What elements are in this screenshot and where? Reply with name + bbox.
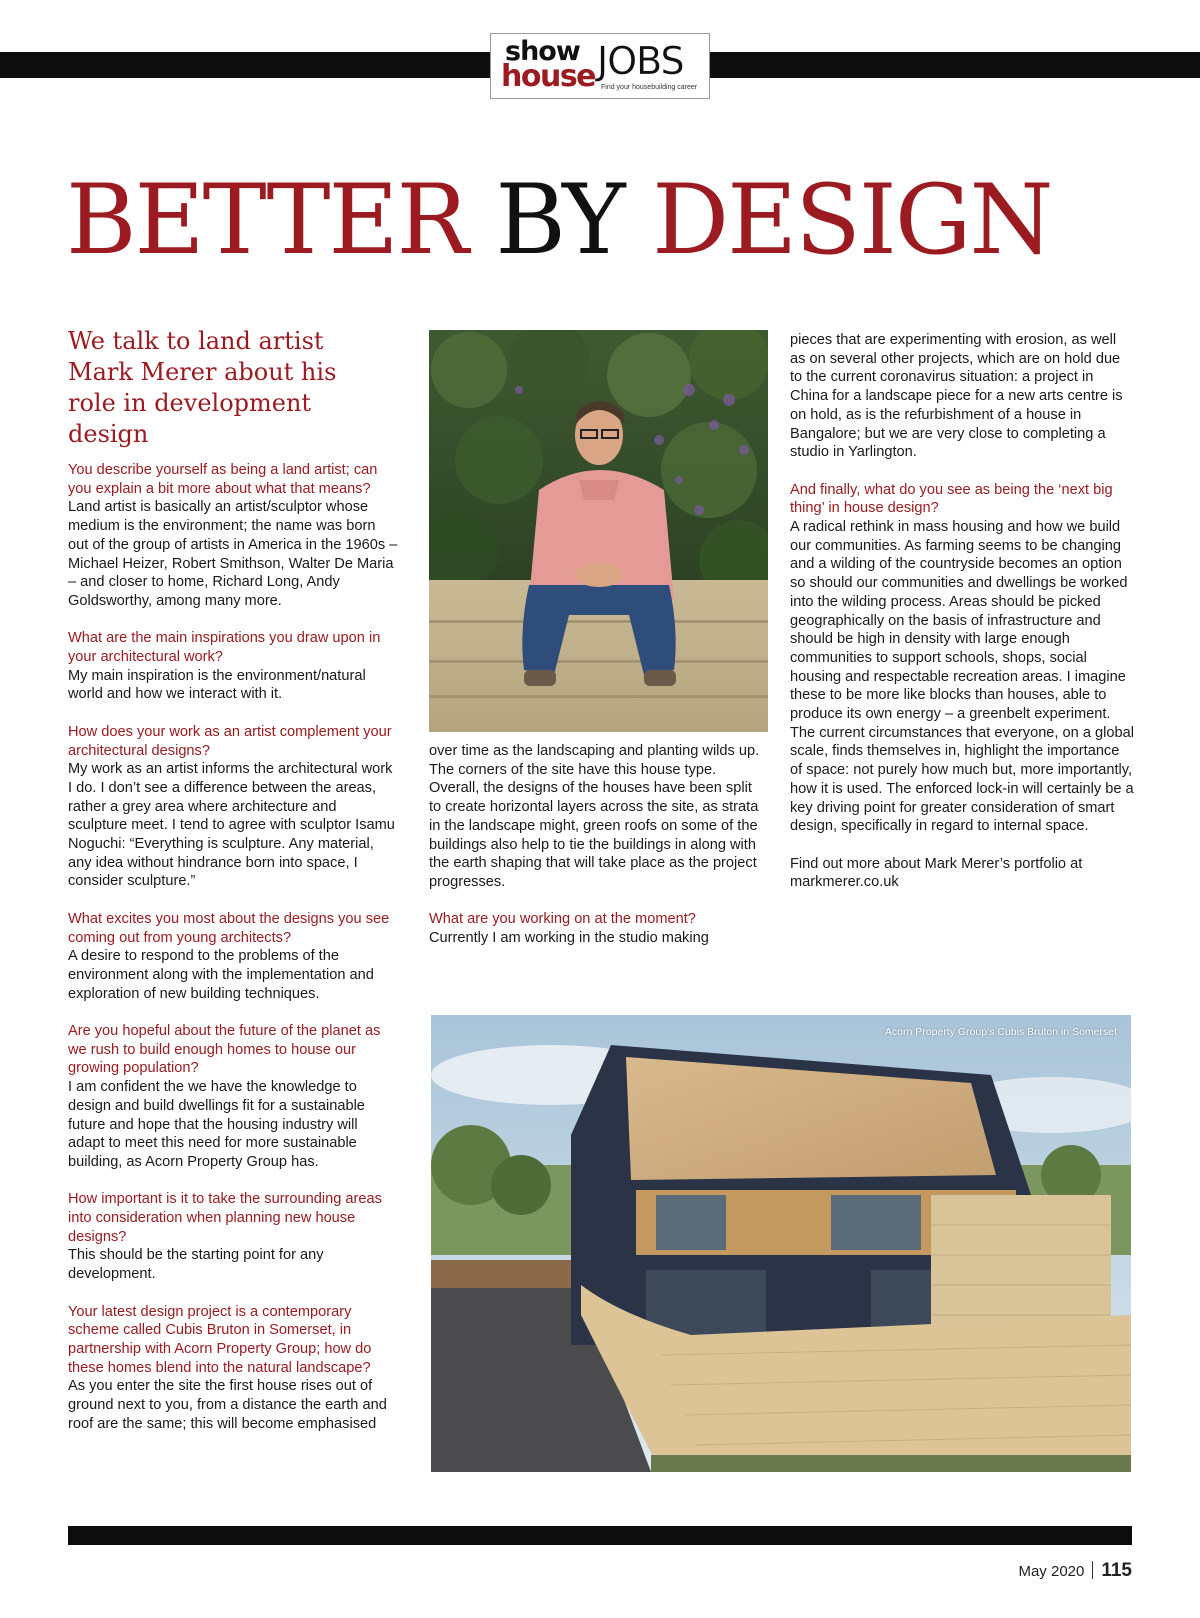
qa-block bbox=[68, 629, 398, 704]
qa-block bbox=[68, 1303, 398, 1434]
portfolio-link[interactable]: Find out more about Mark Merer’s portfolio at markmerer.co.uk bbox=[790, 855, 1083, 891]
title-by: BY bbox=[495, 164, 624, 276]
logo-show-text: show bbox=[505, 36, 580, 67]
qa-block bbox=[429, 910, 764, 947]
answer: My work as an artist informs the architectural work I do. I don’t see a difference between the areas, rather a grey area where architecture and sculpture meet. I tend to agree with sculptor Isamu Noguchi: “Everything is sculpture. Any material, any idea without hindrance born into space, I consider sculpture.” bbox=[68, 761, 395, 890]
house-photo bbox=[431, 1015, 1131, 1472]
qa-block bbox=[68, 723, 398, 891]
footer-divider bbox=[1092, 1561, 1093, 1579]
logo-jobs-text: JOBS bbox=[597, 39, 684, 83]
qa-block bbox=[68, 910, 398, 1004]
question: What are the main inspirations you draw upon in your architectural work? bbox=[68, 630, 381, 666]
photo-caption: Acorn Property Group’s Cubis Bruton in Somerset bbox=[884, 1026, 1117, 1038]
question: How does your work as an artist complement your architectural designs? bbox=[68, 723, 392, 759]
answer: As you enter the site the first house rises out of ground next to you, from a distance the earth and roof are the same; this will become emphasised bbox=[68, 1378, 387, 1432]
house-illustration bbox=[431, 1015, 1131, 1472]
answer-continued: The current circumstances that everyone, on a global scale, finds themselves in, highlight the importance of space: not purely how much but, more importantly, how it is used. The enforced lock-in will certainly be a key driving point for greater consideration of smart design, specifically in regard to internal space. bbox=[790, 724, 1134, 835]
answer: Land artist is basically an artist/sculptor whose medium is the environment; the name was born out of the group of artists in America in the 1960s – Michael Heizer, Robert Smithson, Walter De Maria – and closer to home, Richard Long, Andy Goldsworthy, among many more. bbox=[68, 499, 398, 609]
qa-block bbox=[68, 461, 398, 611]
qa-block bbox=[68, 1190, 398, 1284]
page-number: 115 bbox=[1101, 1560, 1132, 1581]
logo-tagline: Find your housebuilding career bbox=[601, 84, 698, 91]
qa-block bbox=[429, 742, 764, 892]
article-column-1 bbox=[68, 461, 398, 1452]
title-design: DESIGN bbox=[652, 164, 1052, 276]
portfolio-link-paragraph bbox=[790, 855, 1135, 892]
page-title bbox=[66, 164, 1052, 276]
portrait-illustration bbox=[429, 330, 768, 732]
showhouse-jobs-logo[interactable] bbox=[490, 33, 710, 99]
question: And finally, what do you see as being the ‘next big thing’ in house design? bbox=[790, 481, 1113, 517]
standfirst: We talk to land artist Mark Merer about his role in development design bbox=[68, 327, 337, 448]
footer-bar bbox=[68, 1526, 1132, 1545]
question: Are you hopeful about the future of the planet as we rush to build enough homes to house our growing population? bbox=[68, 1023, 381, 1077]
answer: pieces that are experimenting with erosion, as well as on several other projects, which are on hold due to the current coronavirus situation: a project in China for a landscape piece for a new arts centre is on hold, as is the refurbishment of a house in Bangalore; but we are very close to completing a studio in Yarlington. bbox=[790, 332, 1123, 461]
qa-block bbox=[68, 1022, 398, 1172]
question: What are you working on at the moment? bbox=[429, 911, 696, 928]
portrait-photo bbox=[429, 330, 768, 732]
issue-date: May 2020 bbox=[1018, 1563, 1085, 1580]
question: You describe yourself as being a land artist; can you explain a bit more about what that means? bbox=[68, 462, 378, 497]
answer: I am confident the we have the knowledge to design and build dwellings fit for a sustainable future and hope that the housing industry will adapt to meet this need for more sustainable building, as Acorn Property Group has. bbox=[68, 1079, 365, 1170]
answer: over time as the landscaping and planting wilds up. The corners of the site have this house type. Overall, the designs of the houses have been split to create horizontal layers across the site, as strata in the landscape might, green roofs on some of the buildings also help to tie the buildings in along with the earth shaping that will take place as the project progresses. bbox=[429, 743, 760, 890]
answer: This should be the starting point for any development. bbox=[68, 1247, 324, 1283]
page-footer bbox=[1018, 1560, 1132, 1582]
answer: Currently I am working in the studio making bbox=[429, 930, 709, 947]
answer: A desire to respond to the problems of the environment along with the implementation and exploration of new building techniques. bbox=[68, 948, 374, 1002]
question: What excites you most about the designs you see coming out from young architects? bbox=[68, 910, 390, 946]
qa-block bbox=[790, 481, 1135, 836]
question: How important is it to take the surrounding areas into consideration when planning new house designs? bbox=[68, 1191, 382, 1245]
article-column-2 bbox=[429, 742, 764, 966]
article-column-3 bbox=[790, 331, 1135, 911]
title-better: BETTER bbox=[66, 164, 467, 276]
qa-block bbox=[790, 331, 1135, 462]
logo-house-text: house bbox=[501, 59, 596, 94]
answer: My main inspiration is the environment/natural world and how we interact with it. bbox=[68, 667, 366, 703]
answer: A radical rethink in mass housing and how we build our communities. As farming seems to be changing and a wilding of the countryside becomes an option so should our communities and dwellings be worked into the wilding process. Areas should be picked geographically on the basis of infrastructure and should be high in density with large enough communities to support schools, shops, social housing and respectable recreation areas. I imagine these to be more like blocks than houses, able to produce its own energy – a greenbelt experiment. bbox=[790, 519, 1128, 723]
question: Your latest design project is a contemporary scheme called Cubis Bruton in Somerset, in partnership with Acorn Property Group; how do these homes blend into the natural landscape? bbox=[68, 1303, 372, 1376]
